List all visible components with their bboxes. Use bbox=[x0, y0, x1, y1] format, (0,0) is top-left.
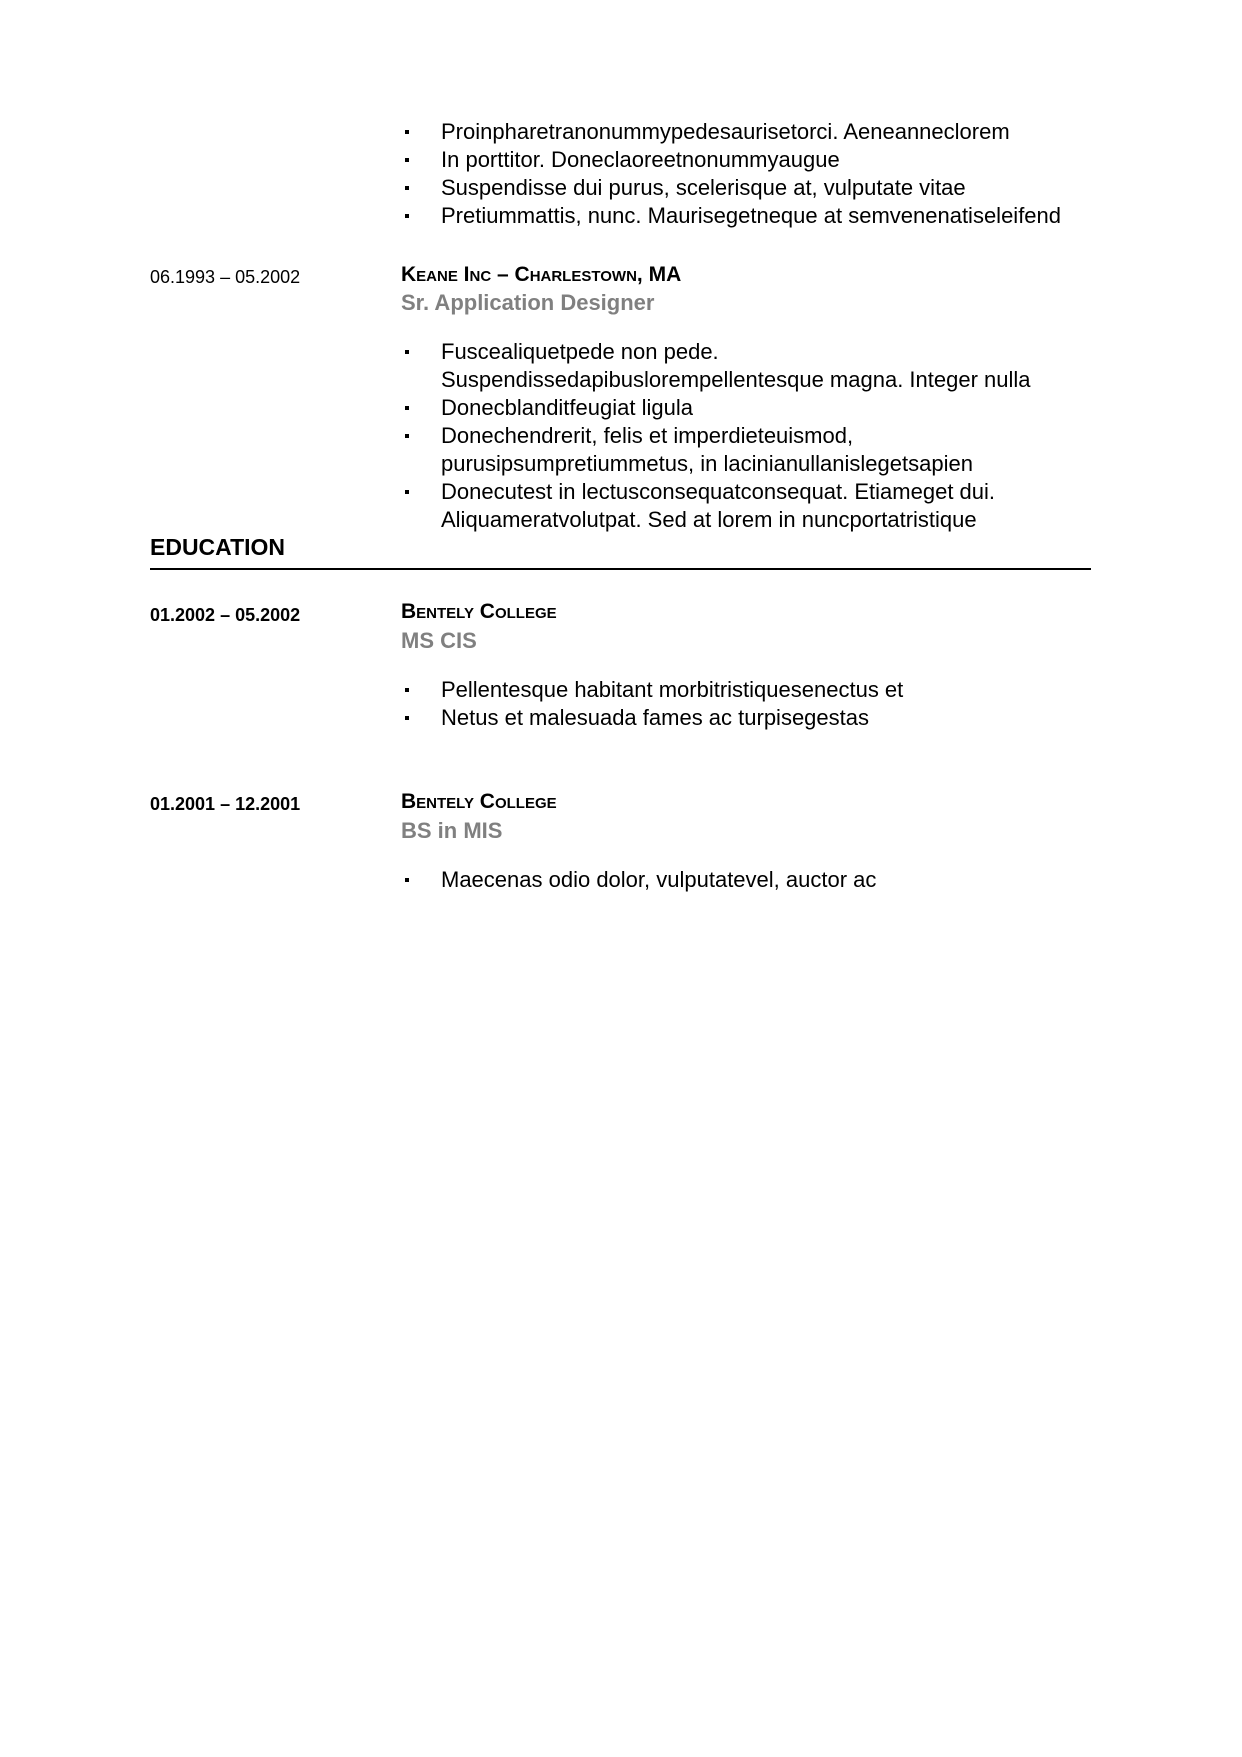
bullet-text: Donechendrerit, felis et imperdieteuismod, purusipsumpretiummetus, in lacinianullanislegetsapien bbox=[441, 423, 973, 476]
job-title: Sr. Application Designer bbox=[401, 290, 655, 315]
education-date-range: 01.2002 – 05.2002 bbox=[150, 605, 301, 625]
bullet-text: Suspendisse dui purus, scelerisque at, vulputate vitae bbox=[441, 175, 966, 200]
bullet-icon bbox=[405, 350, 409, 354]
list-item bbox=[401, 478, 1121, 534]
bullet-text: Fuscealiquetpede non pede. Suspendissedapibuslorempellentesque magna. Integer nulla bbox=[441, 339, 1031, 392]
education-school: Bentely College bbox=[401, 600, 557, 623]
list-item bbox=[401, 146, 1121, 174]
previous-job-bullets bbox=[401, 118, 1121, 230]
list-item bbox=[401, 174, 1121, 202]
bullet-icon bbox=[405, 158, 409, 162]
list-item bbox=[401, 422, 1121, 478]
bullet-icon bbox=[405, 406, 409, 410]
education-bullets bbox=[401, 866, 1121, 894]
education-degree: MS CIS bbox=[401, 628, 477, 653]
bullet-text: Pretiummattis, nunc. Maurisegetneque at semvenenatiseleifend bbox=[441, 203, 1062, 228]
education-school: Bentely College bbox=[401, 790, 557, 813]
bullet-text: Netus et malesuada fames ac turpisegestas bbox=[441, 705, 870, 730]
education-date-range: 01.2001 – 12.2001 bbox=[150, 794, 301, 814]
bullet-text: Donecblanditfeugiat ligula bbox=[441, 395, 693, 420]
list-item bbox=[401, 676, 1121, 704]
education-degree: BS in MIS bbox=[401, 818, 503, 843]
section-heading-education: EDUCATION bbox=[150, 534, 286, 560]
bullet-text: Donecutest in lectusconsequatconsequat. Etiameget dui. Aliquameratvolutpat. Sed at lorem in nuncportatristique bbox=[441, 479, 996, 532]
bullet-icon bbox=[405, 688, 409, 692]
bullet-text: Maecenas odio dolor, vulputatevel, auctor ac bbox=[441, 867, 877, 892]
bullet-icon bbox=[405, 716, 409, 720]
bullet-icon bbox=[405, 130, 409, 134]
bullet-text: In porttitor. Doneclaoreetnonummyaugue bbox=[441, 147, 840, 172]
bullet-icon bbox=[405, 186, 409, 190]
bullet-text: Pellentesque habitant morbitristiquesenectus et bbox=[441, 677, 904, 702]
job-bullets bbox=[401, 338, 1121, 534]
list-item bbox=[401, 202, 1121, 230]
list-item bbox=[401, 704, 1121, 732]
bullet-icon bbox=[405, 490, 409, 494]
bullet-text: Proinpharetranonummypedesaurisetorci. Aeneanneclorem bbox=[441, 119, 1010, 144]
list-item bbox=[401, 866, 1121, 894]
list-item bbox=[401, 118, 1121, 146]
bullet-icon bbox=[405, 878, 409, 882]
bullet-icon bbox=[405, 434, 409, 438]
bullet-icon bbox=[405, 214, 409, 218]
job-organization: Keane Inc – Charlestown, MA bbox=[401, 263, 682, 286]
section-divider bbox=[150, 568, 1091, 570]
education-bullets bbox=[401, 676, 1121, 732]
job-date-range: 06.1993 – 05.2002 bbox=[150, 267, 301, 287]
list-item bbox=[401, 338, 1121, 394]
list-item bbox=[401, 394, 1121, 422]
